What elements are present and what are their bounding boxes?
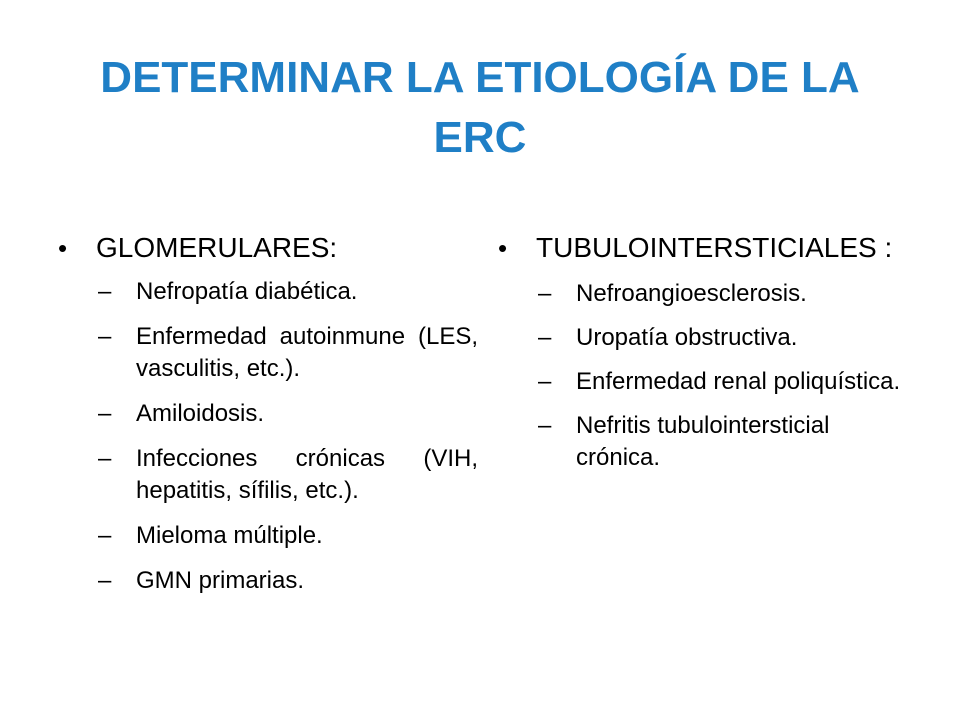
left-heading: GLOMERULARES: <box>96 232 338 263</box>
slide-title: DETERMINAR LA ETIOLOGÍA DE LA ERC <box>100 53 860 162</box>
right-heading-item <box>498 230 902 266</box>
list-item <box>498 278 902 310</box>
dash-icon: – <box>98 278 112 305</box>
list-item-text: Amiloidosis. <box>136 400 265 427</box>
bullet-icon: • <box>498 233 508 263</box>
list-item-text: Nefropatía diabética. <box>136 278 358 305</box>
list-item <box>58 321 478 385</box>
right-column <box>498 230 902 486</box>
dash-icon: – <box>98 445 112 472</box>
left-column <box>58 230 478 610</box>
list-item <box>498 322 902 354</box>
list-item <box>58 398 478 430</box>
list-item-text: GMN primarias. <box>136 567 305 594</box>
list-item-text: Nefritis tubulointersticial crónica. <box>576 412 830 471</box>
list-item-text: Nefroangioesclerosis. <box>576 280 807 307</box>
dash-icon: – <box>538 324 552 351</box>
dash-icon: – <box>538 368 552 395</box>
list-item-text: Enfermedad renal poliquística. <box>576 368 901 395</box>
dash-icon: – <box>538 412 552 439</box>
right-sublist <box>498 278 902 474</box>
list-item <box>498 366 902 398</box>
dash-icon: – <box>98 323 112 350</box>
list-item <box>58 520 478 552</box>
left-heading-item <box>58 230 478 266</box>
left-sublist <box>58 276 478 597</box>
list-item <box>58 276 478 308</box>
right-heading: TUBULOINTERSTICIALES : <box>536 232 893 263</box>
bullet-icon: • <box>58 233 68 263</box>
list-item <box>58 565 478 597</box>
list-item-text: Infecciones crónicas (VIH, hepatitis, sífilis, etc.). <box>136 445 478 504</box>
dash-icon: – <box>538 280 552 307</box>
dash-icon: – <box>98 400 112 427</box>
list-item-text: Mieloma múltiple. <box>136 522 323 549</box>
dash-icon: – <box>98 522 112 549</box>
list-item <box>498 410 902 474</box>
list-item-text: Enfermedad autoinmune (LES, vasculitis, etc.). <box>136 323 478 382</box>
list-item <box>58 443 478 507</box>
dash-icon: – <box>98 567 112 594</box>
list-item-text: Uropatía obstructiva. <box>576 324 798 351</box>
